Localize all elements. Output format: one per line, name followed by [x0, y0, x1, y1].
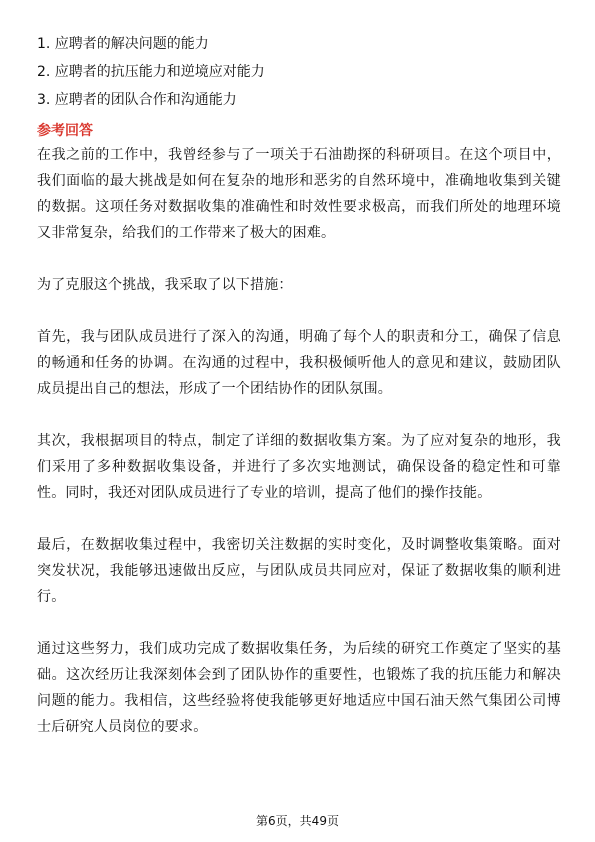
answer-paragraph-2: 为了克服这个挑战，我采取了以下措施： [37, 277, 293, 293]
criteria-item-3: 3. 应聘者的团队合作和沟通能力 [37, 92, 237, 108]
evaluation-criteria-list [37, 30, 561, 114]
paragraph-spacer [37, 298, 561, 324]
page-content [37, 30, 561, 740]
answer-paragraph-3: 首先，我与团队成员进行了深入的沟通，明确了每个人的职责和分工，确保了信息的畅通和任务的协调。在沟通的过程中，我积极倾听他人的意见和建议，鼓励团队成员提出自己的想法，形成了一个团结协作的团队氛围。 [37, 329, 561, 397]
criteria-item-2: 2. 应聘者的抗压能力和逆境应对能力 [37, 64, 265, 80]
paragraph-spacer [37, 610, 561, 636]
answer-paragraph-6: 通过这些努力，我们成功完成了数据收集任务，为后续的研究工作奠定了坚实的基础。这次经历让我深刻体会到了团队协作的重要性，也锻炼了我的抗压能力和解决问题的能力。我相信，这些经验将使我能够更好地适应中国石油天然气集团公司博士后研究人员岗位的要求。 [37, 641, 561, 735]
reference-answer-heading: 参考回答 [37, 123, 93, 139]
answer-paragraph-1: 在我之前的工作中，我曾经参与了一项关于石油勘探的科研项目。在这个项目中，我们面临的最大挑战是如何在复杂的地形和恶劣的自然环境中，准确地收集到关键的数据。这项任务对数据收集的准确性和时效性要求极高，而我们所处的地理环境又非常复杂，给我们的工作带来了极大的困难。 [37, 147, 561, 241]
answer-paragraph-5: 最后，在数据收集过程中，我密切关注数据的实时变化，及时调整收集策略。面对突发状况，我能够迅速做出反应，与团队成员共同应对，保证了数据收集的顺利进行。 [37, 537, 561, 605]
paragraph-spacer [37, 246, 561, 272]
answer-paragraph-4: 其次，我根据项目的特点，制定了详细的数据收集方案。为了应对复杂的地形，我们采用了多种数据收集设备，并进行了多次实地测试，确保设备的稳定性和可靠性。同时，我还对团队成员进行了专业的培训，提高了他们的操作技能。 [37, 433, 561, 501]
paragraph-spacer [37, 402, 561, 428]
paragraph-spacer [37, 506, 561, 532]
criteria-item-1: 1. 应聘者的解决问题的能力 [37, 36, 209, 52]
page-number-footer: 第6页，共49页 [256, 814, 339, 828]
